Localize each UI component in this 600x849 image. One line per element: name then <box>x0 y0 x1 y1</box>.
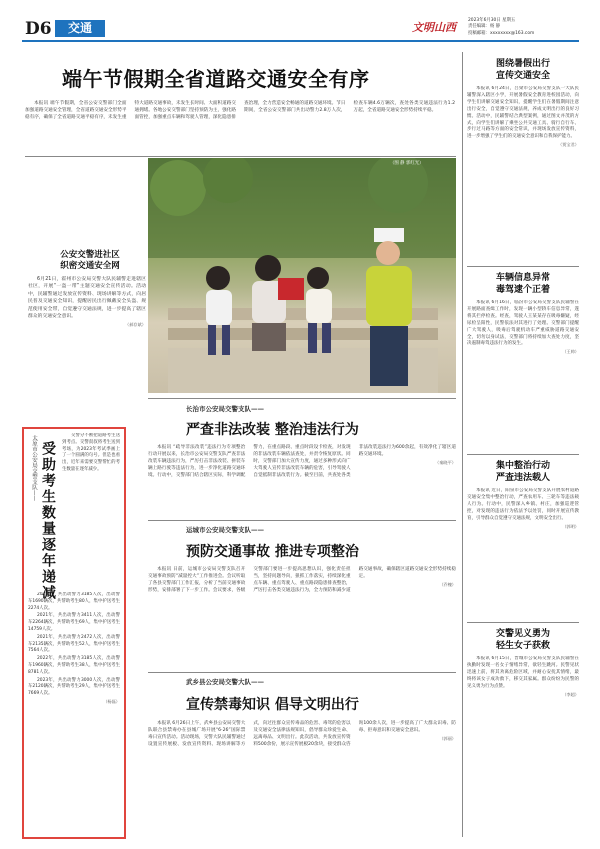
right-c-credit: （郭明） <box>562 523 579 529</box>
feature-title: 受助考生数量逐年递减 <box>40 441 56 601</box>
left-brief-title: 公安交警进社区 织密交通安全网 <box>60 250 120 271</box>
right-d-body: 本报讯 6月15日，晋城市公安局交警支队民辅警在执勤时发现一名女子情绪异常，欲轻生跳河。民警见状迅速上前，将其劝离危险区域，并耐心安抚其情绪，最终将该女子成功救下，移交其家属。群众纷纷为民警的见义勇为行为点赞。 （李超） <box>467 656 579 697</box>
changzhi-headline: 严查非法改装 整治违法行为 <box>186 422 359 438</box>
wuxiang-unit: 武乡县公安局交警大队—— <box>186 678 264 686</box>
feature-box <box>22 427 126 839</box>
left-brief-credit: （郝存斌） <box>125 322 146 328</box>
feature-intro: 交警分不断把道路考生送到考点。交警叔叔将考生送到考场，为2023年考试季画上了一个圆满的句号。但是也看出，近年来需要交警帮忙的考生数量在逐年减少。 <box>62 433 120 472</box>
wuxiang-body: 本报讯 6月26日上午，武乡县公安局交警大队联合县禁毒办在县城广场开展“6·26”国际禁毒日宣传活动。活动现场，交警大队民辅警通过设置宣传展板、发放宣传资料、现场讲解等方式，向过往群众宣传毒品的危害、毒驾的危害以及交通安全法律法规知识，倡导群众珍爱生命、远离毒品、文明出行。此次活动，共发放宣传资料500余份，展示宣传展板20余块，接受群众咨询100余人次，进一步提高了广大群众识毒、防毒、拒毒意识和交通安全意识。 （郭丽） <box>148 721 456 747</box>
header-rule <box>22 40 579 42</box>
feature-stats <box>28 592 120 830</box>
main-divider <box>25 156 456 157</box>
yuncheng-headline: 预防交通事故 推进专项整治 <box>186 544 359 560</box>
date-line: 2023年6月30日 星期五 <box>468 18 516 23</box>
changzhi-unit: 长治市公安局交警支队—— <box>186 405 264 413</box>
main-headline: 端午节假期全省道路交通安全有序 <box>62 67 370 91</box>
section-badge: 交通 <box>55 20 105 37</box>
right-a-body: 本报讯 6月24日，吕梁市公安局交警支队一大队民辅警深入辖区小学，开展暑假安全教育进校园活动，向学生们讲解交通安全知识，提醒学生们在暑假期间注意出行安全，自觉遵守交通法规，养成文明出行的良好习惯。活动中，民辅警结合典型案例，通过图文并茂的方式，向学生们讲解了乘坐公共交通工具、骑行自行车、步行过马路等方面的安全常识，并现场发放宣传资料，进一步增强了学生们的交通安全意识和自我保护能力。 （贾宝君） <box>467 86 579 148</box>
right-a-title: 图绕暑假出行 宣传交通安全 <box>495 59 550 81</box>
right-c-body: 本报讯 近日，阳泉市公安局交警支队开展农村道路交通安全集中整治行动，严查农用车、三轮车等违法载人行为。行动中，民警深入乡镇、村庄，加强巡逻管控，对发现的违法行为依法予以处罚，同时开展宣传教育，引导群众自觉遵守交通法规，文明安全出行。 （郭明） <box>467 488 579 529</box>
photo-credit: （图 静 郭红光） <box>390 161 424 166</box>
email-line: 投稿邮箱：xxxxxxxx@163.com <box>468 30 535 36</box>
yuncheng-top-rule <box>148 520 456 521</box>
right-b-credit: （王帅） <box>562 349 579 355</box>
stat-2020: 2021年，共出动警力3411人次，出动警车2264辆次，共帮助考生69人，集中护送考生14759人次。 <box>28 613 120 632</box>
changzhi-credit: （秦晓平） <box>435 460 456 465</box>
yuncheng-body: 本报讯 日前，运城市公安局交警支队召开交通事故预防“减量控大”工作推进会。会议听取了各县交警部门工作汇报，分析了当前交通事故形势，安排部署了下一步工作。会议要求，各级交警部门要进一步提高思想认识，强化责任担当，坚持问题导向，狠抓工作落实，持续深化重点车辆、重点驾驶人、重点路段隐患排查整治，严厉打击各类交通违法行为，全力预防和减少道路交通事故，确保辖区道路交通安全形势持续稳定。 （乔槐） <box>148 567 456 593</box>
wuxiang-credit: （郭丽） <box>439 736 456 741</box>
right-b-title: 车辆信息异常 毒驾逮个正着 <box>495 273 550 295</box>
editor-line: 责任编辑：杨 静 <box>468 24 501 30</box>
stat-2021: 2021年，共出动警力2472人次，出动警车2135辆次，共帮助考生52人，集中护送考生7564人次。 <box>28 634 120 654</box>
right-d-title: 交警见义勇为 轻生女子获救 <box>495 629 550 651</box>
page-number: D6 <box>25 19 52 39</box>
stat-2023: 2023年，共出动警力3000人次，出动警车2120辆次，共帮助考生29人，集中护送考生7669人次。 <box>28 677 120 697</box>
photo-illustration <box>148 158 456 393</box>
paper-logo: 文明山西 <box>412 21 456 34</box>
wuxiang-top-rule <box>148 672 456 673</box>
main-article-body: 本报讯 端午节假期，全省公安交警部门全面加强道路交通安全管理，全省道路交通安全形势平稳有序，确保了全省道路交通平稳有序，未发生重特大道路交通事故，未发生长时间、大面积道路交通拥堵。各地公安交警部门坚持预防为主，强化路面管控，加强重点车辆和驾驶人管理，深化隐患排查治理，全力营造安全畅通的道路交通环境。节日期间，全省公安交警部门共出动警力2.8万人次，检查车辆4.6万辆次，查处各类交通违法行为1.2万起，全省道路交通安全形势持续平稳。 <box>25 101 455 120</box>
stat-2019: 2019年，共出动警力3185人次，出动警车1690辆次，共帮助考生80人，集中护送考生2274人次。 <box>28 592 120 611</box>
feature-credit: （杨磊） <box>103 698 120 704</box>
main-photo <box>148 158 456 393</box>
feature-unit: 太原市公安局交警支队—— <box>31 435 37 501</box>
right-bc-rule <box>467 454 579 455</box>
right-column-divider <box>462 52 463 837</box>
right-cd-rule <box>467 622 579 623</box>
header-info <box>468 18 534 37</box>
right-a-credit: （贾宝君） <box>558 142 579 148</box>
yuncheng-credit: （乔槐） <box>439 582 456 587</box>
wuxiang-headline: 宣传禁毒知识 倡导文明出行 <box>186 697 359 713</box>
yuncheng-unit: 运城市公安局交警支队—— <box>186 526 264 534</box>
changzhi-body: 本报讯 “疏导非法改装”违法行为专项整治行动开展以来，长治市公安局交警支队严查非法改装车辆违法行为，严厉打击非法改装、拼装车辆上路行驶等违法行为，进一步净化道路交通环境。行动中，交警部门结合辖区实际，科学调配警力，在重点路段、重点时段设卡检查，对发现的非法改装车辆依法查处，并责令恢复原状。同时，交警部门加大宣传力度，通过多种形式向广大驾驶人宣传非法改装车辆的危害，引导驾驶人自觉抵制非法改装行为。截至目前，共查处各类非法改装违法行为600余起，有效净化了辖区道路交通环境。 （秦晓平） <box>148 445 456 478</box>
right-ab-rule <box>467 266 579 267</box>
left-brief-body: 6月21日，霍州市公安局交警大队民辅警走进辖区社区，开展“一盔一带”主题交通安全宣传活动。活动中，民辅警通过发放宣传资料、现场讲解等方式，向居民普及交通安全知识，提醒居民出行佩戴安全头盔、规范使用安全带，自觉遵守交通法规，进一步提高了辖区群众的交通安全意识。 （郝存斌） <box>28 277 146 328</box>
right-c-title: 集中整治行动 严查违法载人 <box>495 461 550 483</box>
right-b-body: 本报讯 6月16日，临汾市公安局交警支队民辅警在开展路面查缉工作时，发现一辆小型轿车信息异常，遂将其拦停检查。经查，驾驶人王某某存在吸毒嫌疑，经尿检呈阳性，民警依法对其进行了处理。交警部门提醒广大驾驶人，吸毒后驾驶机动车严重威胁道路交通安全，切勿以身试法，交警部门将持续加大查处力度，坚决遏制毒驾违法行为的发生。 （王帅） <box>467 300 579 355</box>
changzhi-top-rule <box>148 398 456 399</box>
stat-2022: 2022年，共出动警力3185人次，出动警车1960辆次，共帮助考生38人，集中护送考生8781人次。 <box>28 656 120 675</box>
right-d-credit: （李超） <box>562 691 579 697</box>
